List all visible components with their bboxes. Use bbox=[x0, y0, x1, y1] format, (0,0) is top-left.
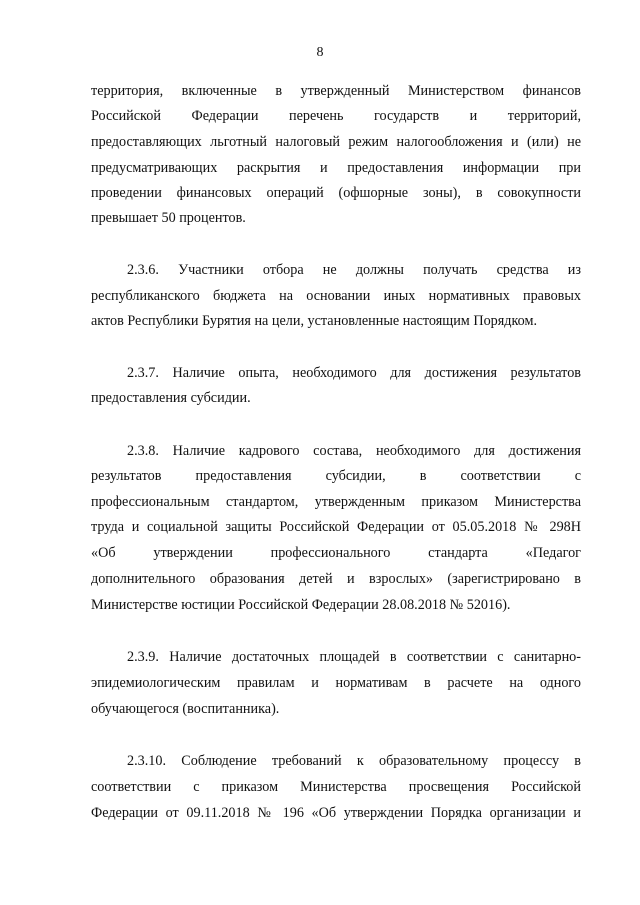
clause-number: 2.3.8. bbox=[127, 443, 159, 459]
clause-number: 2.3.9. bbox=[127, 649, 159, 665]
body-line: труда и социальной защиты Российской Федерации от 05.05.2018 № 298Н bbox=[91, 519, 581, 535]
clause-2-3-9-first-line bbox=[91, 649, 581, 665]
body-line: актов Республики Бурятия на цели, установленные настоящим Порядком. bbox=[91, 313, 538, 329]
clause-2-3-10-first-line bbox=[91, 753, 581, 769]
body-line: предусматривающих раскрытия и предоставления информации при bbox=[91, 160, 581, 176]
clause-2-3-8-first-line bbox=[91, 443, 581, 459]
body-line: превышает 50 процентов. bbox=[91, 210, 246, 226]
body-line: республиканского бюджета на основании иных нормативных правовых bbox=[91, 288, 581, 304]
body-line: результатов предоставления субсидии, в соответствии с bbox=[91, 468, 581, 484]
body-line: территория, включенные в утвержденный Министерством финансов bbox=[91, 83, 581, 99]
body-line: «Об утверждении профессионального стандарта «Педагог bbox=[91, 545, 581, 561]
body-line: профессиональным стандартом, утвержденным приказом Министерства bbox=[91, 494, 581, 510]
body-line: эпидемиологическим правилам и нормативам в расчете на одного bbox=[91, 675, 581, 691]
body-line: предоставляющих льготный налоговый режим налогообложения и (или) не bbox=[91, 134, 581, 150]
body-line: предоставления субсидии. bbox=[91, 390, 251, 406]
clause-text: Наличие кадрового состава, необходимого для достижения bbox=[172, 443, 581, 459]
body-line: проведении финансовых операций (офшорные зоны), в совокупности bbox=[91, 185, 581, 201]
clause-number: 2.3.7. bbox=[127, 365, 159, 381]
clause-text: Участники отбора не должны получать средства из bbox=[178, 262, 581, 278]
clause-2-3-6-first-line bbox=[91, 262, 581, 278]
body-line: обучающегося (воспитанника). bbox=[91, 701, 280, 717]
clause-number: 2.3.10. bbox=[127, 753, 167, 769]
body-line: соответствии с приказом Министерства просвещения Российской bbox=[91, 779, 581, 795]
body-line: Российской Федерации перечень государств и территорий, bbox=[91, 108, 581, 124]
body-line: дополнительного образования детей и взрослых» (зарегистрировано в bbox=[91, 571, 581, 587]
clause-2-3-7-first-line bbox=[91, 365, 581, 381]
clause-text: Наличие опыта, необходимого для достижения результатов bbox=[172, 365, 581, 381]
page-number: 8 bbox=[316, 45, 324, 60]
clause-text: Соблюдение требований к образовательному процессу в bbox=[181, 753, 582, 769]
body-line: Министерстве юстиции Российской Федерации 28.08.2018 № 52016). bbox=[91, 597, 511, 613]
body-line: Федерации от 09.11.2018 № 196 «Об утверждении Порядка организации и bbox=[91, 805, 581, 821]
clause-text: Наличие достаточных площадей в соответствии с санитарно- bbox=[169, 649, 581, 665]
clause-number: 2.3.6. bbox=[127, 262, 159, 278]
